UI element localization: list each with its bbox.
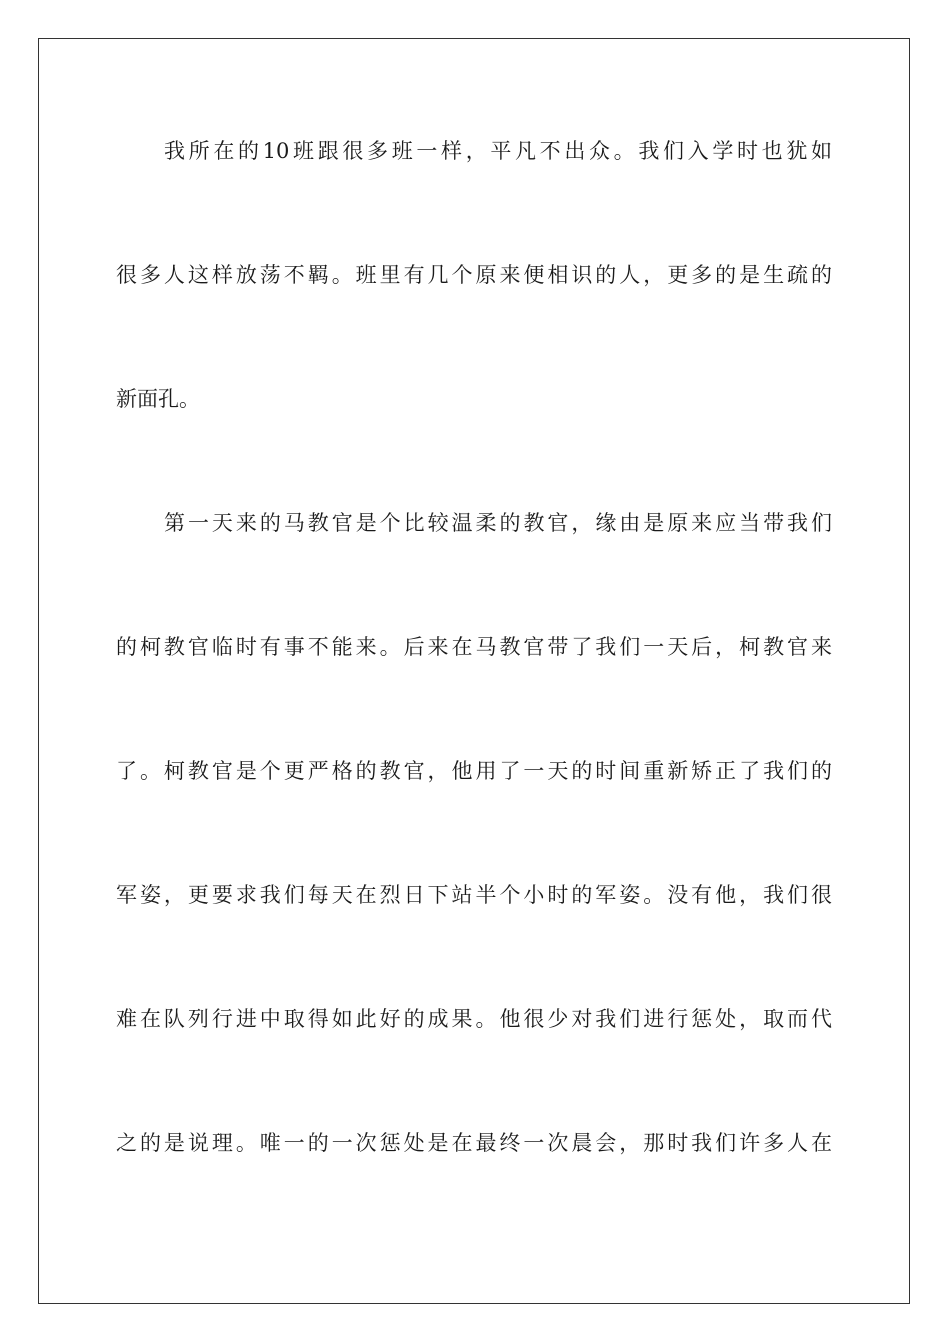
paragraph-2-line-2: 的柯教官临时有事不能来。后来在马教官带了我们一天后，柯教官来 <box>116 635 832 659</box>
page-border <box>38 38 910 1304</box>
paragraph-2-line-5: 难在队列行进中取得如此好的成果。他很少对我们进行惩处，取而代 <box>116 1007 832 1031</box>
paragraph-2-line-3: 了。柯教官是个更严格的教官，他用了一天的时间重新矫正了我们的 <box>116 759 832 783</box>
paragraph-1-line-1: 我所在的10班跟很多班一样，平凡不出众。我们入学时也犹如 <box>164 139 832 163</box>
paragraph-2-line-4: 军姿，更要求我们每天在烈日下站半个小时的军姿。没有他，我们很 <box>116 883 832 907</box>
paragraph-2-line-1: 第一天来的马教官是个比较温柔的教官，缘由是原来应当带我们 <box>164 511 832 535</box>
paragraph-1-line-3: 新面孔。 <box>116 387 200 411</box>
paragraph-2-line-6: 之的是说理。唯一的一次惩处是在最终一次晨会，那时我们许多人在 <box>116 1131 832 1155</box>
paragraph-1-line-2: 很多人这样放荡不羁。班里有几个原来便相识的人，更多的是生疏的 <box>116 263 832 287</box>
